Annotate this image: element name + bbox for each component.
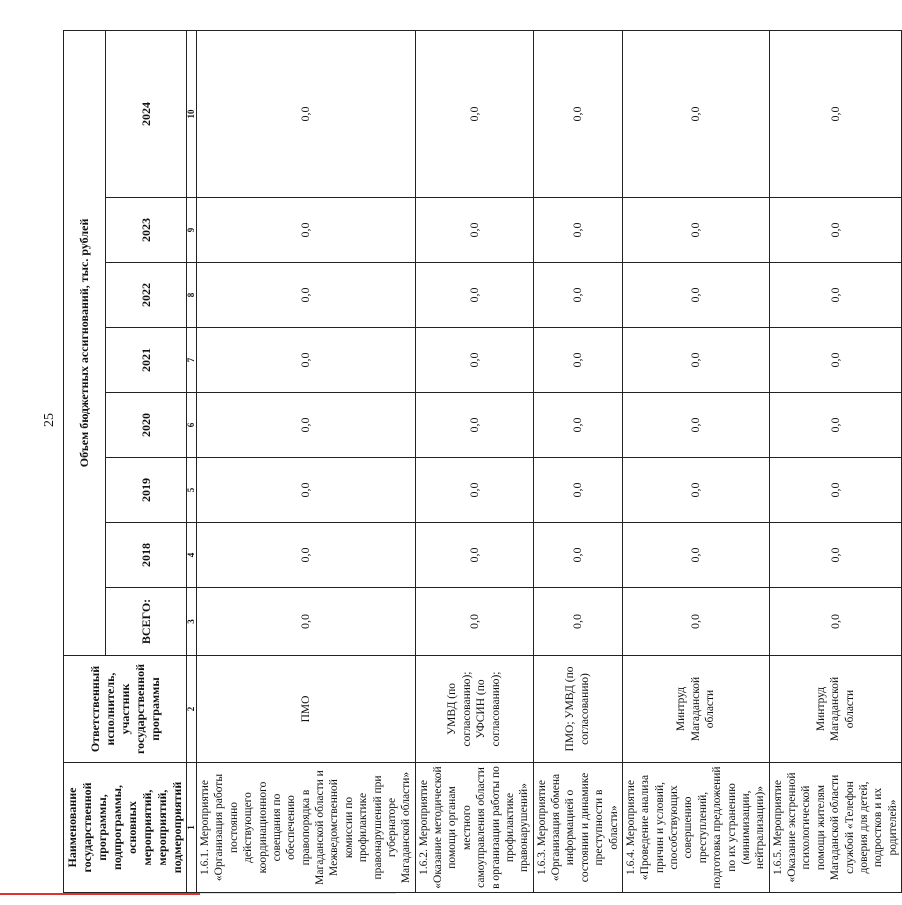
row-value: 0,0 <box>769 30 901 197</box>
header-year: 2019 <box>106 458 187 523</box>
header-executor-column: Ответственный исполнитель, участник государственной программы <box>64 656 187 763</box>
row-name: 1.6.3. Мероприятие «Организация обмена информацией о состоянии и динамике преступности в области» <box>533 763 622 893</box>
table-row <box>533 30 622 892</box>
row-executor: Минтруд Магаданской области <box>622 656 769 763</box>
row-value: 0,0 <box>533 198 622 263</box>
row-value: 0,0 <box>415 263 533 328</box>
row-value: 0,0 <box>197 328 416 393</box>
row-value: 0,0 <box>533 458 622 523</box>
row-value: 0,0 <box>533 588 622 656</box>
row-value: 0,0 <box>622 458 769 523</box>
column-number: 4 <box>187 523 197 588</box>
column-number: 5 <box>187 458 197 523</box>
table-row <box>769 30 901 892</box>
row-value: 0,0 <box>197 523 416 588</box>
page-number: 25 <box>42 413 57 427</box>
header-year: 2018 <box>106 523 187 588</box>
header-year: 2023 <box>106 198 187 263</box>
table-row <box>622 30 769 892</box>
row-value: 0,0 <box>769 523 901 588</box>
row-value: 0,0 <box>769 393 901 458</box>
row-value: 0,0 <box>415 393 533 458</box>
row-name: 1.6.4. Мероприятие «Проведение анализа причин и условий, способствующих совершению преступлений, подготовка предложений по их устранению (минимизации, нейтрализации)» <box>622 763 769 893</box>
column-number: 1 <box>187 763 197 893</box>
header-year: 2020 <box>106 393 187 458</box>
header-year: 2022 <box>106 263 187 328</box>
row-value: 0,0 <box>415 198 533 263</box>
header-year: 2024 <box>106 30 187 197</box>
row-executor: Минтруд Магаданской области <box>769 656 901 763</box>
row-value: 0,0 <box>415 588 533 656</box>
header-total: ВСЕГО: <box>106 588 187 656</box>
row-value: 0,0 <box>415 30 533 197</box>
row-value: 0,0 <box>415 328 533 393</box>
budget-table <box>63 30 902 893</box>
row-name: 1.6.5. Мероприятие «Оказание экстренной психологической помощи жителям Магаданской области службой «Телефон доверия для детей, подростков и их родителей» <box>769 763 901 893</box>
row-executor: ПМО; УМВД (по согласованию) <box>533 656 622 763</box>
row-name: 1.6.1. Мероприятие «Организация работы постоянно действующего координационного совещания по обеспечению правопорядка в Магаданской области и Межведомственной комиссии по профилактике правонарушений при губернаторе Магаданской области» <box>197 763 416 893</box>
row-value: 0,0 <box>415 458 533 523</box>
row-value: 0,0 <box>769 328 901 393</box>
scan-edge-line <box>200 893 396 894</box>
row-value: 0,0 <box>769 458 901 523</box>
row-value: 0,0 <box>197 588 416 656</box>
row-value: 0,0 <box>622 523 769 588</box>
column-number: 6 <box>187 393 197 458</box>
row-value: 0,0 <box>197 30 416 197</box>
row-value: 0,0 <box>197 458 416 523</box>
row-executor: ПМО <box>197 656 416 763</box>
row-value: 0,0 <box>622 263 769 328</box>
column-number: 3 <box>187 588 197 656</box>
scan-edge-line <box>0 893 200 895</box>
row-value: 0,0 <box>415 523 533 588</box>
row-value: 0,0 <box>197 198 416 263</box>
row-name: 1.6.2. Мероприятие «Оказание методической помощи органам местного самоуправления области в организации работы по профилактике правонарушений» <box>415 763 533 893</box>
rotated-table-container <box>63 31 899 893</box>
row-value: 0,0 <box>769 263 901 328</box>
row-value: 0,0 <box>533 263 622 328</box>
row-value: 0,0 <box>197 263 416 328</box>
table-row <box>197 30 416 892</box>
row-value: 0,0 <box>533 30 622 197</box>
row-value: 0,0 <box>769 588 901 656</box>
row-value: 0,0 <box>622 198 769 263</box>
row-value: 0,0 <box>622 30 769 197</box>
column-number: 8 <box>187 263 197 328</box>
row-value: 0,0 <box>622 328 769 393</box>
column-number: 2 <box>187 656 197 763</box>
header-year: 2021 <box>106 328 187 393</box>
row-value: 0,0 <box>622 393 769 458</box>
column-number: 9 <box>187 198 197 263</box>
row-value: 0,0 <box>769 198 901 263</box>
table-row <box>415 30 533 892</box>
column-number: 10 <box>187 30 197 197</box>
row-value: 0,0 <box>533 328 622 393</box>
row-value: 0,0 <box>622 588 769 656</box>
row-value: 0,0 <box>197 393 416 458</box>
row-value: 0,0 <box>533 523 622 588</box>
row-executor: УМВД (по согласованию); УФСИН (по согласованию); <box>415 656 533 763</box>
header-budget-group: Объем бюджетных ассигнований, тыс. рублей <box>64 30 106 655</box>
column-number: 7 <box>187 328 197 393</box>
header-name-column: Наименование государственной программы, подпрограммы, основных мероприятий, мероприятий, подмероприятий <box>64 763 187 893</box>
row-value: 0,0 <box>533 393 622 458</box>
